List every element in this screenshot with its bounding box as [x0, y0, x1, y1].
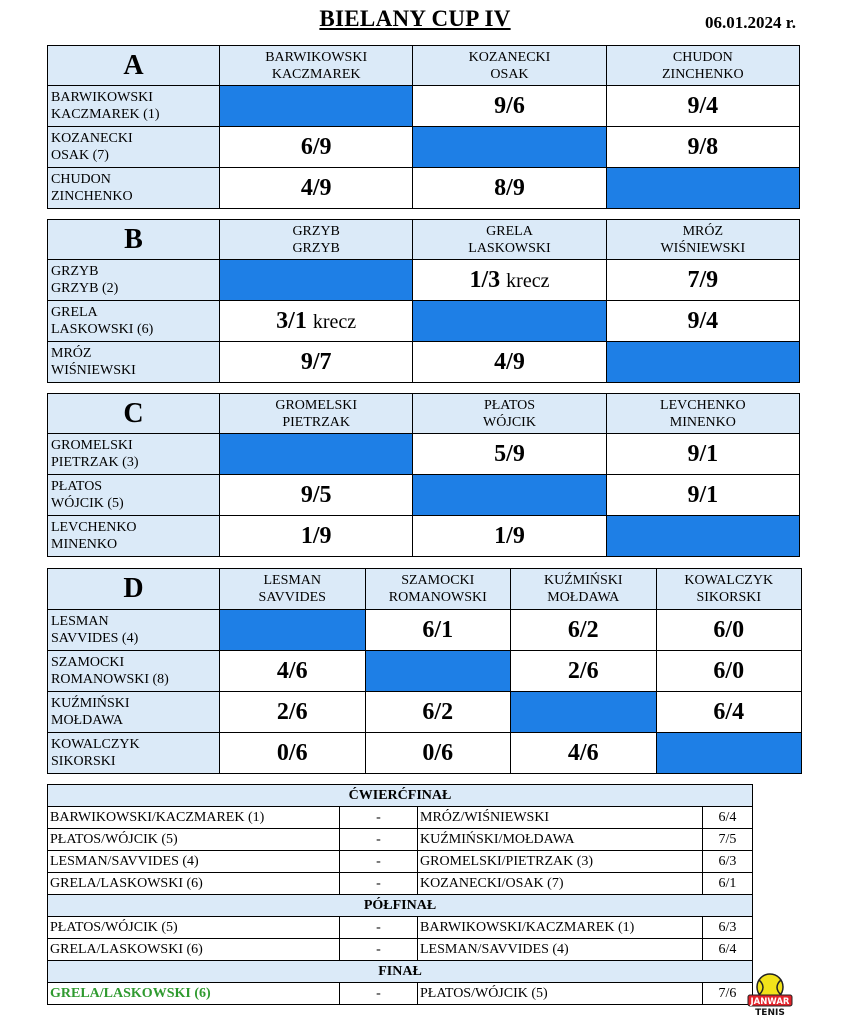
group-header-row	[48, 46, 800, 86]
match-score: 6/4	[703, 807, 753, 829]
score-cell	[220, 475, 413, 516]
group-row	[48, 651, 802, 692]
name-line: MOŁDAWA	[51, 713, 123, 728]
group-row	[48, 516, 800, 557]
team-row-barwikowski	[48, 86, 220, 127]
score-value: 4/9	[300, 174, 332, 201]
team-a: LESMAN/SAVVIDES (4)	[48, 851, 340, 873]
team-col-barwikowski	[220, 46, 413, 86]
team-col-chudon	[606, 46, 799, 86]
versus-dash: -	[340, 873, 418, 895]
name-line: KOZANECKI	[468, 49, 551, 65]
score-cell	[220, 342, 413, 383]
name-line: GRZYB	[292, 223, 340, 239]
name-line: KUŹMIŃSKI	[543, 573, 623, 588]
score-value: 9/6	[494, 92, 525, 119]
team-row-gromelski	[48, 434, 220, 475]
diagonal-cell	[606, 168, 799, 209]
score-value: 1/9	[494, 522, 525, 549]
team-col-szamocki	[365, 569, 511, 610]
score-value: 6/4	[713, 698, 745, 725]
logo-text-bottom: TENIS	[755, 1008, 785, 1017]
team-col-gromelski	[220, 394, 413, 434]
diagonal-cell	[413, 301, 606, 342]
team-b: KOZANECKI/OSAK (7)	[418, 873, 703, 895]
score-cell	[220, 651, 366, 692]
match-score: 6/3	[703, 917, 753, 939]
match-row	[48, 873, 753, 895]
score-value: 6/2	[567, 616, 599, 643]
name-line: KUŹMIŃSKI	[51, 696, 130, 711]
score-value: 0/6	[276, 739, 308, 766]
score-cell	[413, 516, 606, 557]
diagonal-cell	[220, 434, 413, 475]
diagonal-cell	[220, 260, 413, 301]
score-cell	[365, 692, 511, 733]
score-cell	[220, 127, 413, 168]
name-line: OSAK	[490, 66, 529, 82]
name-line: GRZYB (2)	[51, 281, 119, 296]
team-col-grela	[413, 220, 606, 260]
name-line: GRELA	[51, 305, 98, 320]
name-line: LESMAN	[263, 573, 322, 588]
team-row-chudon	[48, 168, 220, 209]
score-cell	[220, 692, 366, 733]
janwar-tenis-logo	[747, 971, 793, 1017]
name-line: KACZMAREK (1)	[51, 107, 160, 122]
team-row-levchenko	[48, 516, 220, 557]
score-value: 5/9	[494, 440, 525, 467]
diagonal-cell	[220, 86, 413, 127]
team-row-kowalczyk	[48, 733, 220, 774]
name-line: MINENKO	[669, 414, 736, 430]
team-a: BARWIKOWSKI/KACZMAREK (1)	[48, 807, 340, 829]
score-cell	[413, 168, 606, 209]
name-line: SAVVIDES (4)	[51, 631, 139, 646]
score-value: 4/9	[494, 348, 525, 375]
team-row-mroz	[48, 342, 220, 383]
score-cell	[413, 86, 606, 127]
diagonal-cell	[413, 127, 606, 168]
versus-dash: -	[340, 917, 418, 939]
team-a: GRELA/LASKOWSKI (6)	[48, 939, 340, 961]
score-value: 9/8	[687, 133, 719, 160]
name-line: PŁATOS	[483, 397, 536, 413]
retirement-note: krecz	[312, 310, 357, 333]
name-line: SIKORSKI	[51, 754, 116, 769]
versus-dash: -	[340, 851, 418, 873]
score-cell	[413, 260, 606, 301]
score-cell	[220, 168, 413, 209]
team-col-levchenko	[606, 394, 799, 434]
name-line: LESMAN	[51, 614, 109, 629]
group-row	[48, 127, 800, 168]
score-cell	[511, 733, 657, 774]
name-line: SZAMOCKI	[401, 573, 475, 588]
score-cell	[220, 733, 366, 774]
name-line: WIŚNIEWSKI	[51, 363, 136, 378]
score-cell	[606, 434, 799, 475]
group-letter: D	[48, 569, 220, 610]
match-row	[48, 807, 753, 829]
score-cell	[413, 342, 606, 383]
score-value: 0/6	[422, 739, 454, 766]
team-col-platos	[413, 394, 606, 434]
team-a: GRELA/LASKOWSKI (6)	[48, 983, 340, 1005]
team-row-kozanecki	[48, 127, 220, 168]
match-score: 7/5	[703, 829, 753, 851]
diagonal-cell	[606, 342, 799, 383]
team-a: PŁATOS/WÓJCIK (5)	[48, 829, 340, 851]
name-line: OSAK (7)	[51, 148, 109, 163]
round-header-row	[48, 785, 753, 807]
team-b: LESMAN/SAVVIDES (4)	[418, 939, 703, 961]
group-row	[48, 301, 800, 342]
name-line: WÓJCIK (5)	[51, 496, 124, 511]
team-col-mroz	[606, 220, 799, 260]
round-title-semi: PÓŁFINAŁ	[48, 895, 753, 917]
name-line: GRZYB	[292, 240, 340, 256]
group-header-row	[48, 394, 800, 434]
name-line: PŁATOS	[51, 479, 103, 494]
logo-text-top: JANWAR	[750, 997, 790, 1007]
team-b: KUŹMIŃSKI/MOŁDAWA	[418, 829, 703, 851]
team-a: PŁATOS/WÓJCIK (5)	[48, 917, 340, 939]
score-value: 2/6	[567, 657, 599, 684]
match-row	[48, 983, 753, 1005]
group-row	[48, 692, 802, 733]
diagonal-cell	[656, 733, 802, 774]
team-b: GROMELSKI/PIETRZAK (3)	[418, 851, 703, 873]
score-cell	[511, 651, 657, 692]
team-row-platos	[48, 475, 220, 516]
team-col-lesman	[220, 569, 366, 610]
team-row-lesman	[48, 610, 220, 651]
name-line: ZINCHENKO	[661, 66, 744, 82]
group-table-a	[47, 45, 800, 209]
name-line: LASKOWSKI	[468, 240, 551, 256]
score-cell	[656, 651, 802, 692]
match-row	[48, 939, 753, 961]
team-a: GRELA/LASKOWSKI (6)	[48, 873, 340, 895]
score-value: 6/0	[713, 616, 745, 643]
name-line: BARWIKOWSKI	[51, 90, 153, 105]
versus-dash: -	[340, 807, 418, 829]
team-b: BARWIKOWSKI/KACZMAREK (1)	[418, 917, 703, 939]
name-line: LASKOWSKI (6)	[51, 322, 154, 337]
score-value: 3/1	[276, 307, 307, 334]
versus-dash: -	[340, 829, 418, 851]
name-line: GROMELSKI	[275, 397, 357, 413]
round-title-final: FINAŁ	[48, 961, 753, 983]
team-col-kuzminski	[511, 569, 657, 610]
score-value: 8/9	[494, 174, 525, 201]
round-header-row	[48, 895, 753, 917]
tournament-date: 06.01.2024 r.	[705, 13, 796, 32]
group-table-d	[47, 568, 802, 774]
knockout-table	[47, 784, 753, 1005]
score-value: 9/5	[300, 481, 332, 508]
score-cell	[220, 301, 413, 342]
score-cell	[606, 86, 799, 127]
name-line: MRÓZ	[682, 223, 724, 239]
name-line: GROMELSKI	[51, 438, 133, 453]
name-line: ROMANOWSKI (8)	[51, 672, 169, 687]
match-row	[48, 851, 753, 873]
score-value: 9/4	[687, 307, 719, 334]
name-line: ROMANOWSKI	[388, 590, 487, 605]
name-line: KOZANECKI	[51, 131, 133, 146]
group-row	[48, 733, 802, 774]
name-line: KOWALCZYK	[51, 737, 140, 752]
score-value: 9/1	[687, 440, 719, 467]
retirement-note: krecz	[506, 269, 550, 292]
score-cell	[413, 434, 606, 475]
name-line: LEVCHENKO	[51, 520, 137, 535]
team-col-kowalczyk	[656, 569, 802, 610]
name-line: KACZMAREK	[271, 66, 361, 82]
match-row	[48, 829, 753, 851]
group-row	[48, 86, 800, 127]
group-table-b	[47, 219, 800, 383]
group-table-c	[47, 393, 800, 557]
match-score: 6/3	[703, 851, 753, 873]
team-b: MRÓZ/WIŚNIEWSKI	[418, 807, 703, 829]
score-cell	[220, 516, 413, 557]
name-line: CHUDON	[672, 49, 733, 65]
versus-dash: -	[340, 939, 418, 961]
score-value: 6/1	[422, 616, 454, 643]
name-line: PIETRZAK	[282, 414, 350, 430]
score-value: 9/1	[687, 481, 719, 508]
name-line: SAVVIDES	[258, 590, 326, 605]
score-value: 2/6	[276, 698, 308, 725]
name-line: BARWIKOWSKI	[265, 49, 368, 65]
name-line: CHUDON	[51, 172, 111, 187]
name-line: PIETRZAK (3)	[51, 455, 139, 470]
group-letter: A	[48, 46, 220, 86]
group-letter: B	[48, 220, 220, 260]
diagonal-cell	[511, 692, 657, 733]
score-value: 4/6	[567, 739, 599, 766]
group-letter: C	[48, 394, 220, 434]
name-line: SIKORSKI	[696, 590, 762, 605]
name-line: ZINCHENKO	[51, 189, 133, 204]
diagonal-cell	[606, 516, 799, 557]
group-row	[48, 434, 800, 475]
score-value: 9/4	[687, 92, 719, 119]
diagonal-cell	[365, 651, 511, 692]
match-score: 6/4	[703, 939, 753, 961]
versus-dash: -	[340, 983, 418, 1005]
match-score: 7/6	[703, 983, 753, 1005]
diagonal-cell	[220, 610, 366, 651]
match-row	[48, 917, 753, 939]
match-score: 6/1	[703, 873, 753, 895]
score-cell	[606, 301, 799, 342]
round-header-row	[48, 961, 753, 983]
score-value: 4/6	[276, 657, 308, 684]
score-cell	[656, 610, 802, 651]
team-row-grela	[48, 301, 220, 342]
group-row	[48, 168, 800, 209]
score-value: 1/3	[469, 266, 501, 293]
name-line: MOŁDAWA	[547, 590, 620, 605]
name-line: GRZYB	[51, 264, 99, 279]
score-cell	[606, 475, 799, 516]
score-value: 6/2	[422, 698, 454, 725]
team-col-kozanecki	[413, 46, 606, 86]
group-header-row	[48, 220, 800, 260]
name-line: LEVCHENKO	[660, 397, 746, 413]
name-line: MINENKO	[51, 537, 118, 552]
name-line: GRELA	[486, 223, 533, 239]
score-value: 7/9	[687, 266, 719, 293]
team-row-szamocki	[48, 651, 220, 692]
round-title-quarter: ĆWIERĆFINAŁ	[48, 785, 753, 807]
name-line: SZAMOCKI	[51, 655, 125, 670]
team-b: PŁATOS/WÓJCIK (5)	[418, 983, 703, 1005]
score-cell	[606, 127, 799, 168]
team-row-grzyb	[48, 260, 220, 301]
group-row	[48, 342, 800, 383]
group-row	[48, 475, 800, 516]
score-cell	[511, 610, 657, 651]
score-cell	[365, 610, 511, 651]
score-value: 6/9	[300, 133, 332, 160]
score-value: 9/7	[300, 348, 332, 375]
group-header-row	[48, 569, 802, 610]
score-value: 1/9	[300, 522, 332, 549]
group-row	[48, 260, 800, 301]
score-value: 6/0	[713, 657, 745, 684]
page-title: BIELANY CUP IV	[319, 6, 511, 31]
team-row-kuzminski	[48, 692, 220, 733]
group-row	[48, 610, 802, 651]
name-line: WÓJCIK	[483, 414, 536, 430]
score-cell	[656, 692, 802, 733]
name-line: KOWALCZYK	[684, 573, 774, 588]
score-cell	[365, 733, 511, 774]
team-col-grzyb	[220, 220, 413, 260]
name-line: MRÓZ	[51, 346, 92, 361]
score-cell	[606, 260, 799, 301]
name-line: WIŚNIEWSKI	[660, 240, 746, 256]
diagonal-cell	[413, 475, 606, 516]
